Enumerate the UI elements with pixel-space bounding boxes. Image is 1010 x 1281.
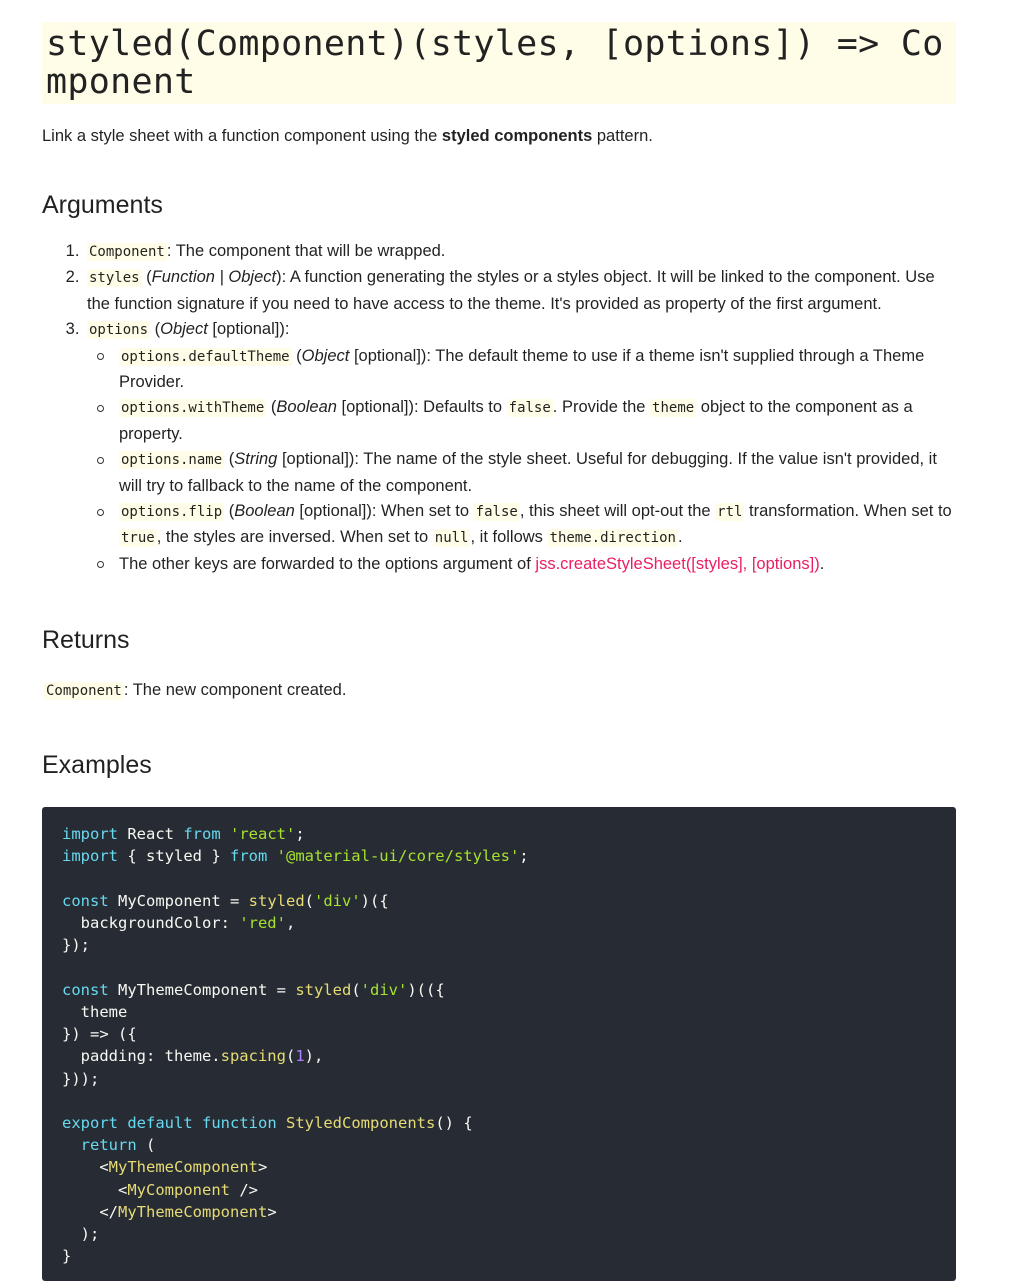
code-styles: styles — [89, 270, 140, 287]
code-token: const — [62, 891, 109, 910]
arguments-list — [42, 239, 956, 577]
code-token: } — [62, 1247, 72, 1266]
option-other-keys — [119, 552, 956, 577]
option-with-theme — [119, 395, 956, 447]
type-label: Boolean — [276, 398, 337, 417]
code-token: /> — [229, 1180, 258, 1199]
option-text: . — [677, 528, 683, 547]
bullet-icon — [97, 561, 104, 568]
code-token: { styled } — [118, 847, 230, 866]
examples-heading: Examples — [42, 751, 152, 780]
code-token: }); — [62, 936, 90, 955]
code-token: 'red' — [239, 914, 286, 933]
code-token: }) => ({ — [62, 1025, 137, 1044]
code-token: from — [183, 825, 221, 844]
api-signature-heading: styled(Component)(styles, [options]) => Component — [42, 22, 956, 104]
intro-text: Link a style sheet with a function component using the — [42, 127, 442, 145]
argument-text: : The component that will be wrapped. — [166, 242, 446, 260]
code-token: 'div' — [360, 980, 408, 999]
paren: ( — [291, 346, 302, 365]
code-token: MyThemeComponent = — [108, 980, 296, 999]
code-token: const — [62, 980, 109, 999]
code-token: , — [285, 914, 296, 933]
code-token: ( — [136, 1136, 156, 1155]
code-token: spacing — [220, 1047, 286, 1066]
code-token: MyComponent = — [108, 891, 249, 910]
code-null: null — [434, 530, 469, 547]
code-token: () { — [435, 1113, 473, 1132]
code-token: StyledComponents — [286, 1113, 436, 1132]
code-token: 'div' — [314, 891, 361, 910]
code-component: Component — [46, 683, 122, 700]
option-default-theme — [119, 344, 956, 396]
option-flip — [119, 499, 956, 552]
code-token: from — [229, 847, 268, 866]
code-token: })); — [62, 1069, 100, 1088]
code-token: import — [62, 847, 118, 866]
code-theme-direction: theme.direction — [549, 530, 676, 547]
code-token: '@material-ui/core/styles' — [276, 847, 520, 866]
option-name — [119, 447, 956, 499]
code-token: ( — [351, 980, 361, 999]
code-token: ; — [295, 825, 305, 844]
code-component: Component — [89, 244, 165, 260]
code-token: ); — [62, 1224, 100, 1243]
argument-text: ): A function generating the styles or a styles object. It will be linked to the component. Use the function signature if you need to have access to the theme. It's provided as property of the first argument. — [87, 268, 935, 313]
argument-options — [84, 317, 956, 577]
code-token: ( — [285, 1047, 296, 1066]
option-text: , this sheet will opt-out the — [519, 502, 716, 521]
code-token: ; — [519, 847, 529, 866]
type-label: String — [234, 450, 278, 469]
code-token: padding: theme. — [62, 1047, 221, 1066]
option-text: , it follows — [470, 528, 548, 547]
option-text: . — [819, 554, 825, 573]
returns-text: : The new component created. — [123, 681, 347, 700]
returns-heading: Returns — [42, 626, 130, 655]
options-list — [87, 344, 956, 578]
code-block[interactable]: import React from 'react'; import { styled } from '@material-ui/core/styles'; const MyComponent = styled('div')({ backgroundColor: 'red', }); const MyThemeComponent = styled('div')(({ theme }) => ({ padding: theme.spacing(1), })); export default function StyledComponents() { return ( <MyThemeComponent> <MyComponent /> </MyThemeComponent> ); } — [42, 807, 956, 1281]
bullet-icon — [97, 509, 104, 516]
option-text: . Provide the — [552, 398, 651, 417]
code-options: options — [89, 322, 149, 339]
paren: ( — [224, 502, 235, 521]
jss-create-style-sheet-link[interactable]: jss.createStyleSheet([styles], [options]) — [535, 554, 820, 573]
argument-component — [84, 239, 956, 265]
paren: ( — [224, 450, 235, 469]
option-text: [optional]): The name of the style sheet. Useful for debugging. If the value isn't provided, it will try to fallback to the name of the component. — [119, 450, 937, 495]
code-token: backgroundColor: — [62, 914, 240, 933]
intro-bold: styled components — [441, 127, 593, 145]
code-token: ), — [304, 1047, 324, 1066]
code-rtl: rtl — [717, 504, 743, 521]
type-label: Boolean — [234, 502, 295, 521]
bullet-icon — [97, 405, 104, 412]
code-theme: theme — [652, 400, 695, 417]
type-label: Object — [160, 320, 208, 339]
code-token: export — [62, 1113, 118, 1132]
intro-paragraph — [42, 124, 956, 148]
code-token: ( — [304, 891, 314, 910]
code-token: MyThemeComponent — [118, 1202, 268, 1221]
intro-text-end: pattern. — [592, 127, 653, 145]
option-text: [optional]): Defaults to — [336, 398, 507, 417]
type-label: Object — [301, 346, 350, 365]
code-token: styled — [295, 980, 352, 999]
option-text: object to the component as a property. — [119, 398, 913, 443]
code-token: function — [202, 1113, 277, 1132]
arguments-heading: Arguments — [42, 191, 163, 219]
code-token: default — [127, 1113, 193, 1132]
argument-styles — [84, 265, 956, 317]
bullet-icon — [97, 353, 104, 360]
code-option: options.withTheme — [121, 400, 265, 417]
code-token: MyComponent — [127, 1180, 230, 1199]
option-text: transformation. When set to — [744, 502, 952, 521]
code-token: styled — [248, 891, 305, 910]
code-token: theme — [62, 1002, 128, 1021]
code-false: false — [508, 400, 551, 417]
code-token: )({ — [360, 891, 389, 910]
code-option: options.defaultTheme — [121, 348, 290, 365]
code-false: false — [475, 504, 518, 521]
option-text: The other keys are forwarded to the options argument of — [119, 554, 536, 573]
code-token: 1 — [295, 1047, 305, 1066]
argument-text: [optional]): — [207, 320, 290, 339]
paren: ( — [150, 320, 161, 339]
code-option: options.flip — [121, 504, 223, 521]
code-token: import — [62, 825, 118, 844]
code-true: true — [121, 530, 155, 547]
code-token: React — [118, 825, 184, 844]
code-token: MyThemeComponent — [108, 1158, 258, 1177]
option-text: [optional]): When set to — [294, 502, 474, 521]
code-token: 'react' — [230, 825, 296, 844]
paren: ( — [141, 268, 152, 287]
returns-paragraph — [44, 678, 956, 703]
code-token: )(({ — [407, 980, 445, 999]
option-text: [optional]): The default theme to use if a theme isn't supplied through a Theme Provider. — [119, 346, 925, 392]
option-text: , the styles are inversed. When set to — [156, 528, 433, 547]
bullet-icon — [97, 457, 104, 464]
code-option: options.name — [121, 452, 223, 469]
paren: ( — [266, 398, 277, 417]
code-token: return — [80, 1136, 137, 1155]
type-label: Function | Object — [151, 268, 277, 287]
